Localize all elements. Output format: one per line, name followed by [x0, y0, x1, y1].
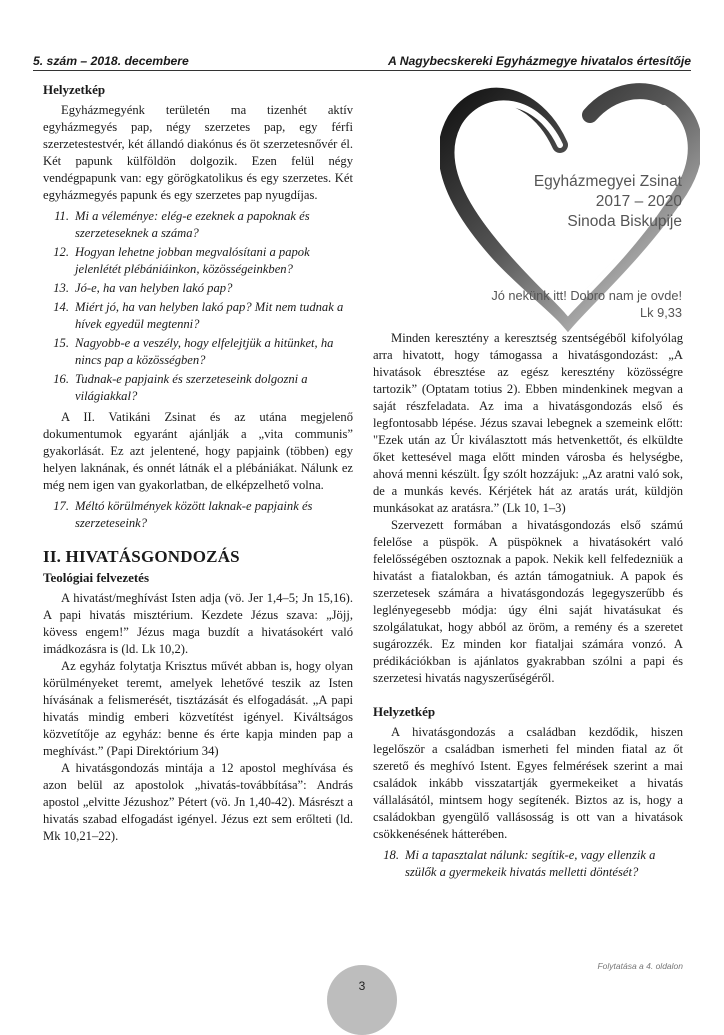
- question-item: [43, 498, 353, 532]
- logo-motto: [400, 287, 682, 321]
- page-number: 3: [358, 979, 366, 993]
- question-text: Mi a véleménye: elég-e ezeknek a papoknak és szerzeteseknek a száma?: [75, 209, 310, 240]
- paragraph: Szervezett formában a hivatásgondozás első számú felelőse a püspök. A püspöknek a hivatásokért való felelősségében osztoznak a papok. Nekik kell felfedezniük a hivatást a fiatalokban, és aztán támogatniuk. A papok és szerzetesek számára a hivatásgondozás legegyszerűbb és leglényegesebb módja: úgy élni saját hivatásukat és szolgálatukat, hogy abból az öröm, a remény és a szeretet sugározzék. Ez minden kor fiataljai számára vonzó. A prédikációkban is ajánlatos gyakrabban szólni a papi és szerzetesi hivatás nagyszerűségéről.: [373, 518, 683, 685]
- left-column: [43, 81, 353, 845]
- header-publication: A Nagybecskereki Egyházmegye hivatalos értesítője: [387, 54, 691, 68]
- question-text: Miért jó, ha van helyben lakó pap? Mit nem tudnak a hívek egyedül megtenni?: [75, 300, 344, 331]
- question-number: 11.: [54, 209, 69, 223]
- question-number: 15.: [53, 336, 69, 350]
- logo-title-line: 2017 – 2020: [595, 193, 682, 210]
- paragraph: A hivatásgondozás a családban kezdődik, hiszen legelőször a családban ismerheti fel minden fiatal az őt szerető és meghívó Istent. Egyes felmérések szerint a mai családok inkább visszatartják gyermekeiket a hivatás vállalásától, mintsem hogy segítenék. Biztos az is, hogy a családokban gyengülő vallásosság is ott van a hivatások csökkenésének hátterében.: [373, 725, 683, 841]
- section-heading: II. HIVATÁSGONDOZÁS: [43, 547, 240, 566]
- question-text: Mi a tapasztalat nálunk: segítik-e, vagy ellenzik a szülők a gyermekeik hivatás melletti döntését?: [405, 848, 656, 879]
- question-number: 16.: [53, 372, 69, 386]
- question-text: Hogyan lehetne jobban megvalósítani a papok jelenlétét plébániáinkon, közösségeinkben?: [75, 245, 310, 276]
- question-text: Méltó körülmények között laknak-e papjaink és szerzeteseink?: [75, 499, 313, 530]
- question-number: 12.: [53, 245, 69, 259]
- question-item: [43, 280, 353, 297]
- motto-text: Jó nekünk itt! Dobro nam je ovde!: [491, 288, 682, 303]
- subheading-situation: Helyzetkép: [43, 82, 106, 97]
- question-item: [43, 208, 353, 242]
- logo-title: [460, 172, 682, 232]
- running-header: [33, 50, 691, 68]
- paragraph: Az egyház folytatja Krisztus művét abban is, hogy olyan körülményeket teremt, amelyek lehetővé teszik az Isten hívásának a felismerését, tisztázását és elfogadását. „A papi hivatás mindig emberi közvetítést igényel. Kiváltságos közvetítője az egyház: benne és érte kapja minden pap a meghívást.” (Papi Direktórium 34): [43, 659, 353, 758]
- question-item: [43, 371, 353, 405]
- question-item: [43, 299, 353, 333]
- question-item: [373, 847, 683, 881]
- header-issue: 5. szám – 2018. decembere: [33, 54, 189, 68]
- question-number: 17.: [53, 499, 69, 513]
- question-text: Nagyobb-e a veszély, hogy elfelejtjük a hitünket, ha nincs pap a közösségben?: [75, 336, 334, 367]
- question-list: [373, 847, 683, 881]
- question-number: 13.: [53, 281, 69, 295]
- question-item: [43, 244, 353, 278]
- paragraph: A hivatásgondozás mintája a 12 apostol meghívása és azon belül az apostolok „hivatás-továbbítása”: András apostol „elvitte Jézushoz” Pétert (vö. Jn 1,40-42). Másrészt a hivatás szabad elfogadást igényel. Jézus ezt sem erőlteti (ld. Mk 10,21–22).: [43, 761, 353, 843]
- paragraph: Minden keresztény a keresztség szentségéből kifolyólag arra hivatott, hogy támogassa a hivatásgondozást: „A hivatások ébresztése az egész keresztény közösségre tartozik” (Optatam totius 2). Ebben mindenkinek megvan a saját részfeladata. Az ima a hivatásgondozás első és legfontosabb lépése. Jézus szavai lebegnek a szemeink előtt: "Ezek után az Úr kiválasztott más hetvenkettőt, és elküldte őket kettesével maga előtt minden városba és helységbe, ahová menni készült. Így szólt hozzájuk: „Az aratni való sok, de a munkás kevés. Kérjétek hát az aratás urát, küldjön munkásokat az aratásra.” (Lk 10, 1–3): [373, 331, 683, 515]
- question-list: [43, 498, 353, 532]
- motto-reference: Lk 9,33: [640, 305, 682, 320]
- right-column: [373, 330, 683, 885]
- page-number-badge: [327, 965, 397, 1035]
- logo-title-line: Sinoda Biskupije: [567, 213, 682, 230]
- subheading-theology: Teológiai felvezetés: [43, 570, 150, 585]
- logo-title-line: Egyházmegyei Zsinat: [533, 173, 682, 190]
- question-list: [43, 208, 353, 405]
- question-text: Tudnak-e papjaink és szerzeteseink dolgozni a világiakkal?: [75, 372, 308, 403]
- continued-note: Folytatása a 4. oldalon: [597, 961, 683, 971]
- subheading-situation: Helyzetkép: [373, 704, 436, 719]
- paragraph: Egyházmegyénk területén ma tizenhét aktív egyházmegyés pap, négy szerzetes pap, egy férfi szerzetestestvér, két állandó diakónus és öt szerzetesnővér él. Két papunk külföldön dolgozik. Ezen felül négy vendégpapunk van: egy görögkatolikus és egy szerzetes. Két egyházmegyés papunk és egy szerzetes pap nyugdíjas.: [43, 103, 353, 202]
- question-text: Jó-e, ha van helyben lakó pap?: [75, 281, 233, 295]
- question-number: 18.: [383, 848, 399, 862]
- question-item: [43, 335, 353, 369]
- paragraph: A II. Vatikáni Zsinat és az utána megjelenő dokumentumok egyaránt ajánlják a „vita communis” gyakorlását. Ez azt jelentené, hogy papjaink (többen) egy helyen laknának, és onnét látnák el a plébániákat. Nálunk ez még nem igen van gyakorlatban, de elképzelhető volna.: [43, 410, 353, 492]
- question-number: 14.: [53, 300, 69, 314]
- paragraph: A hivatást/meghívást Isten adja (vö. Jer 1,4–5; Jn 15,16). A papi hivatás misztérium. Kezdete Jézus szava: „Jöjj, kövess engem!” Jézus maga buzdít a hivatásokért való imádkozásra is (ld. Lk 10,2).: [43, 591, 353, 656]
